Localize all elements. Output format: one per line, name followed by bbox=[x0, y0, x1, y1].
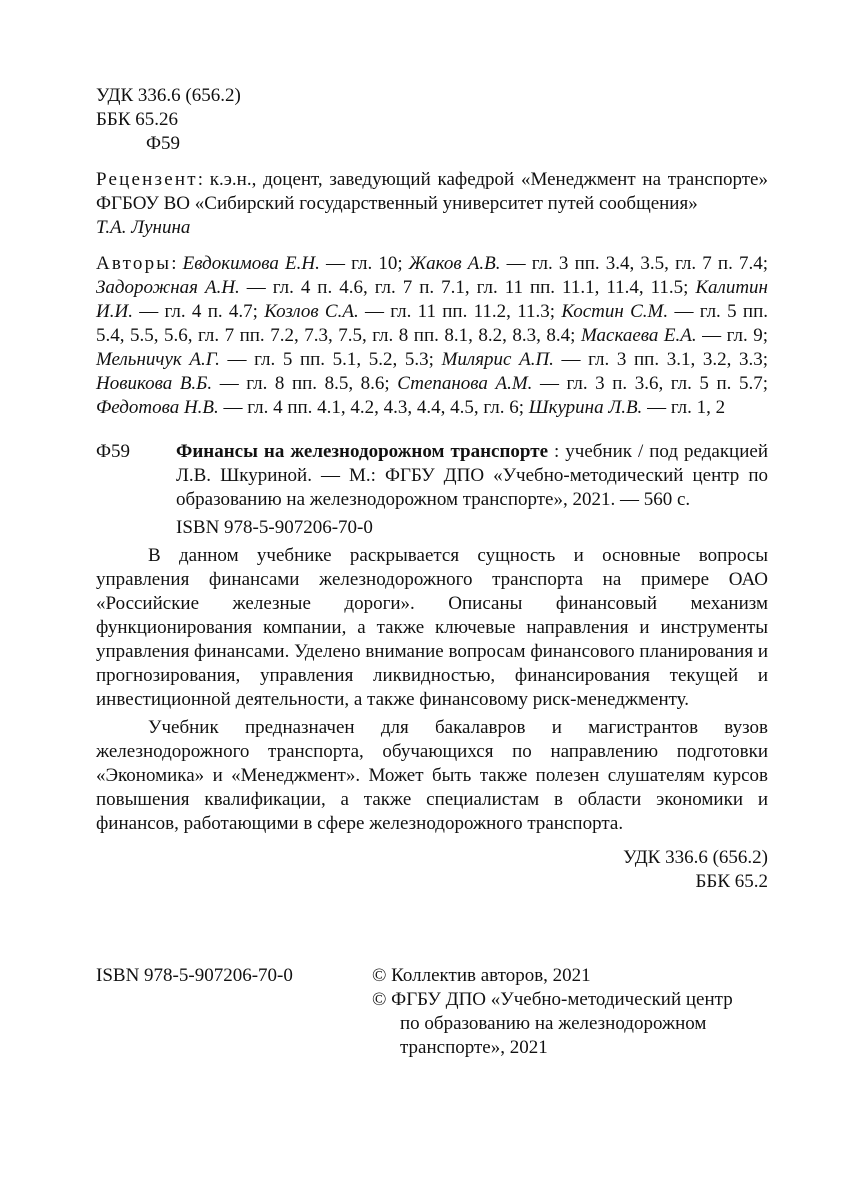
entry-codes bbox=[96, 846, 768, 894]
author-name: Костин С.М. bbox=[561, 301, 669, 322]
author-chapters: — гл. 11 пп. 11.2, 11.3; bbox=[358, 301, 562, 322]
author-chapters: — гл. 4 пп. 4.1, 4.2, 4.3, 4.4, 4.5, гл. 6; bbox=[218, 397, 529, 418]
author-name: Евдокимова Е.Н. bbox=[182, 253, 320, 274]
author-name: Жаков А.В. bbox=[408, 253, 501, 274]
author-name: Степанова А.М. bbox=[397, 373, 533, 394]
entry-mark: Ф59 bbox=[96, 441, 131, 462]
author-name: Задорожная А.Н. bbox=[96, 277, 240, 298]
annotation-text-2: Учебник предназначен для бакалавров и магистрантов вузов железнодорожного транспорта, обучающихся по направлению подготовки «Экономика» и «Менеджмент». Может быть также полезен слушателям курсов повышения квалификации, а также специалистам в области экономики и финансов, работающими в сфере железнодорожного транспорта. bbox=[96, 717, 768, 834]
author-sign: Ф59 bbox=[146, 133, 181, 154]
author-chapters: — гл. 5 пп. 5.1, 5.2, 5.3; bbox=[219, 349, 442, 370]
author-name: Шкурина Л.В. bbox=[528, 397, 643, 418]
reviewer-name: Т.А. Лунина bbox=[96, 217, 191, 238]
book-title: Финансы на железнодорожном транспорте bbox=[176, 441, 548, 462]
reviewer-text: : к.э.н., доцент, заведующий кафедрой «Менеджмент на транспорте» ФГБОУ ВО «Сибирский государственный университет путей сообщения» bbox=[96, 169, 768, 214]
annotation bbox=[96, 544, 768, 836]
author-name: Новикова В.Б. bbox=[96, 373, 213, 394]
imprint-page bbox=[96, 84, 768, 894]
entry-isbn: ISBN 978-5-907206-70-0 bbox=[176, 517, 373, 538]
copyright-publisher: © ФГБУ ДПО «Учебно-методический центр bbox=[372, 989, 733, 1010]
author-chapters: — гл. 9; bbox=[696, 325, 769, 346]
author-name: Маскаева Е.А. bbox=[580, 325, 697, 346]
author-chapters: — гл. 5 пп. 5.4, 5.5, 5.6, гл. 7 пп. 7.2, 7.3, 7.5, гл. 8 пп. 8.1, 8.2, 8.3, 8.4; bbox=[96, 301, 768, 346]
bibliographic-entry bbox=[96, 440, 768, 540]
book-details: : учебник / под редакцией Л.В. Шкуриной. — М.: ФГБУ ДПО «Учебно-методический центр по образованию на железнодорожном транспорте», 2021. — 560 с. bbox=[176, 441, 768, 510]
author-name: Милярис А.П. bbox=[441, 349, 554, 370]
classification-codes bbox=[96, 84, 768, 156]
author-chapters: — гл. 1, 2 bbox=[642, 397, 726, 418]
entry-description bbox=[176, 440, 768, 512]
author-name: Калитин И.И. bbox=[96, 277, 768, 322]
reviewer-block bbox=[96, 168, 768, 240]
author-name: Федотова Н.В. bbox=[96, 397, 219, 418]
copyright-authors: © Коллектив авторов, 2021 bbox=[372, 965, 591, 986]
entry-udk: УДК 336.6 (656.2) bbox=[623, 847, 768, 868]
author-chapters: — гл. 3 п. 3.6, гл. 5 п. 5.7; bbox=[532, 373, 768, 394]
author-chapters: — гл. 10; bbox=[319, 253, 409, 274]
bbk-code: ББК 65.26 bbox=[96, 109, 178, 130]
author-chapters: — гл. 3 пп. 3.1, 3.2, 3.3; bbox=[553, 349, 768, 370]
footer-isbn: ISBN 978-5-907206-70-0 bbox=[96, 965, 293, 986]
author-chapters: — гл. 4 п. 4.6, гл. 7 п. 7.1, гл. 11 пп. 11.1, 11.4, 11.5; bbox=[239, 277, 696, 298]
annotation-paragraph-1 bbox=[96, 544, 768, 712]
author-chapters: — гл. 3 пп. 3.4, 3.5, гл. 7 п. 7.4; bbox=[500, 253, 769, 274]
authors-list bbox=[96, 253, 768, 418]
annotation-text-1: В данном учебнике раскрывается сущность и основные вопросы управления финансами железнодорожного транспорта на примере ОАО «Российские железные дороги». Описаны финансовый механизм функционирования компании, а также ключевые направления и инструменты управления финансами. Уделено внимание вопросам финансового планирования и прогнозирования, управления ликвидностью, финансирования текущей и инвестиционной деятельности, а также финансовому риск-менеджменту. bbox=[96, 545, 768, 710]
authors-block: Авторы: Евдокимова Е.Н. — гл. 10; Жаков А.В. — гл. 3 пп. 3.4, 3.5, гл. 7 п. 7.4; Задорожная А.Н. — гл. 4 п. 4.6, гл. 7 п. 7.1, гл. 11 пп. 11.1, 11.4, 11.5; Калитин И.И. — гл. 4 п. 4.7; Козлов С.А. — гл. 11 пп. 11.2, 11.3; Костин С.М. — гл. 5 пп. 5.4, 5.5, 5.6, гл. 7 пп. 7.2, 7.3, 7.5, гл. 8 пп. 8.1, 8.2, 8.3, 8.4; Маскаева Е.А. — гл. 9; Мельничук А.Г. — гл. 5 пп. 5.1, 5.2, 5.3; Милярис А.П. — гл. 3 пп. 3.1, 3.2, 3.3; Новикова В.Б. — гл. 8 пп. 8.5, 8.6; Степанова А.М. — гл. 3 п. 3.6, гл. 5 п. 5.7; Федотова Н.В. — гл. 4 пп. 4.1, 4.2, 4.3, 4.4, 4.5, гл. 6; Шкурина Л.В. — гл. 1, 2 bbox=[96, 253, 769, 418]
authors-label: Авторы bbox=[96, 253, 172, 274]
copyright-block bbox=[372, 964, 772, 1060]
annotation-paragraph-2 bbox=[96, 716, 768, 836]
author-chapters: — гл. 4 п. 4.7; bbox=[132, 301, 265, 322]
author-name: Мельничук А.Г. bbox=[96, 349, 220, 370]
reviewer-label: Рецензент bbox=[96, 169, 198, 190]
author-name: Козлов С.А. bbox=[264, 301, 359, 322]
entry-bbk: ББК 65.2 bbox=[695, 871, 768, 892]
udk-code: УДК 336.6 (656.2) bbox=[96, 85, 241, 106]
copyright-publisher-cont-1: по образованию на железнодорожном bbox=[400, 1013, 707, 1034]
author-chapters: — гл. 8 пп. 8.5, 8.6; bbox=[212, 373, 398, 394]
copyright-publisher-cont-2: транспорте», 2021 bbox=[400, 1037, 548, 1058]
